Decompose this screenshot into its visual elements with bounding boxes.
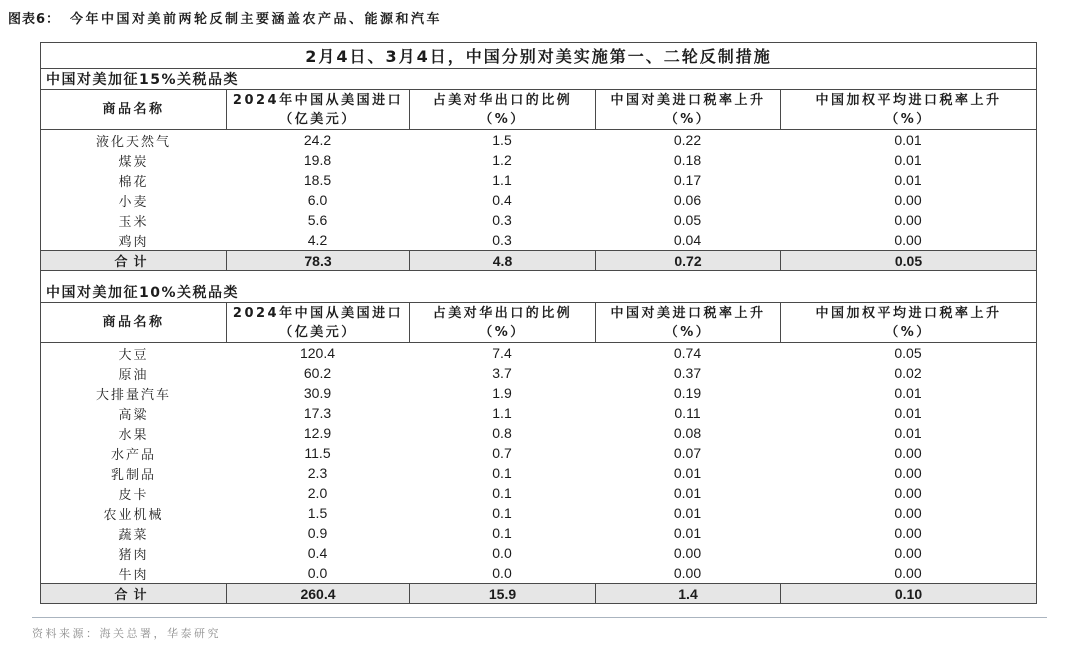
section-header: 中国对美加征15%关税品类 bbox=[41, 69, 1036, 90]
tariff-increase-cell: 0.01 bbox=[673, 525, 702, 541]
column-header-unit: （%） bbox=[885, 324, 932, 340]
column-header-weighted-tariff-increase bbox=[780, 303, 1036, 342]
column-header-weighted-tariff-increase bbox=[780, 90, 1036, 129]
weighted-tariff-increase-cell: 0.01 bbox=[894, 385, 922, 401]
item-name-cell: 大排量汽车 bbox=[95, 387, 171, 403]
import-value-cell: 19.8 bbox=[303, 152, 332, 168]
table-row bbox=[41, 210, 1036, 230]
column-header-unit: （%） bbox=[479, 111, 526, 127]
export-share-cell: 3.7 bbox=[492, 365, 512, 381]
column-header-item-name bbox=[41, 303, 226, 342]
import-value-cell: 17.3 bbox=[303, 405, 332, 421]
table-row bbox=[41, 343, 1036, 363]
table-row bbox=[41, 563, 1036, 583]
tariff-increase-cell: 1.4 bbox=[595, 584, 780, 603]
column-header-export-share bbox=[409, 90, 595, 129]
weighted-tariff-increase-cell: 0.00 bbox=[894, 445, 922, 461]
column-header-line: 商品名称 bbox=[102, 102, 165, 117]
column-header-line: 中国加权平均进口税率上升 bbox=[815, 305, 1002, 321]
import-value-cell: 24.2 bbox=[303, 132, 332, 148]
import-value-cell: 60.2 bbox=[303, 365, 332, 381]
column-header-export-share bbox=[409, 303, 595, 342]
export-share-cell: 0.4 bbox=[492, 192, 512, 208]
column-header-item-name bbox=[41, 90, 226, 129]
weighted-tariff-increase-cell: 0.00 bbox=[894, 465, 922, 481]
item-name-cell: 水果 bbox=[118, 427, 149, 443]
source-note: 资料来源：海关总署，华泰研究 bbox=[32, 627, 221, 640]
table-row bbox=[41, 403, 1036, 423]
export-share-cell: 1.9 bbox=[492, 385, 512, 401]
export-share-cell: 0.1 bbox=[492, 505, 512, 521]
weighted-tariff-increase-cell: 0.00 bbox=[894, 505, 922, 521]
item-name-cell: 玉米 bbox=[118, 214, 149, 230]
column-header-row bbox=[41, 303, 1036, 343]
tariff-increase-cell: 0.00 bbox=[673, 545, 702, 561]
item-name-cell: 高粱 bbox=[118, 407, 149, 423]
column-header-line: 占美对华出口的比例 bbox=[432, 92, 573, 108]
import-value-cell: 0.4 bbox=[307, 545, 328, 561]
tariff-increase-cell: 0.37 bbox=[673, 365, 702, 381]
import-value-cell: 0.9 bbox=[307, 525, 328, 541]
column-header-line: 中国加权平均进口税率上升 bbox=[815, 92, 1002, 108]
import-value-cell: 18.5 bbox=[303, 172, 332, 188]
column-header-unit: （%） bbox=[479, 324, 526, 340]
import-value-cell: 6.0 bbox=[307, 192, 328, 208]
export-share-cell: 1.5 bbox=[492, 132, 512, 148]
export-share-cell: 0.8 bbox=[492, 425, 512, 441]
tariff-increase-cell: 0.01 bbox=[673, 505, 702, 521]
import-value-cell: 5.6 bbox=[307, 212, 328, 228]
export-share-cell: 0.7 bbox=[492, 445, 512, 461]
export-share-cell: 0.3 bbox=[492, 212, 512, 228]
item-name-cell: 猪肉 bbox=[118, 547, 149, 563]
table-title: 2月4日、3月4日，中国分别对美实施第一、二轮反制措施 bbox=[41, 43, 1036, 69]
tariff-increase-cell: 0.01 bbox=[673, 465, 702, 481]
tariff-increase-cell: 0.05 bbox=[673, 212, 702, 228]
column-header-tariff-increase bbox=[595, 303, 780, 342]
item-name-cell: 鸡肉 bbox=[118, 234, 149, 250]
figure-label: 图表6： bbox=[8, 11, 61, 27]
tariff-increase-cell: 0.04 bbox=[673, 232, 702, 248]
weighted-tariff-increase-cell: 0.01 bbox=[894, 152, 922, 168]
tariff-increase-cell: 0.00 bbox=[673, 565, 702, 581]
tariff-increase-cell: 0.72 bbox=[595, 251, 780, 270]
table-row bbox=[41, 230, 1036, 250]
table-row bbox=[41, 190, 1036, 210]
table-row bbox=[41, 150, 1036, 170]
column-header-unit: （亿美元） bbox=[279, 111, 357, 127]
item-name-cell: 农业机械 bbox=[103, 507, 164, 523]
section-spacer bbox=[41, 271, 1036, 282]
table-row bbox=[41, 423, 1036, 443]
import-value-cell: 2.0 bbox=[307, 485, 328, 501]
table-row bbox=[41, 170, 1036, 190]
export-share-cell: 0.1 bbox=[492, 465, 512, 481]
export-share-cell: 0.0 bbox=[492, 565, 512, 581]
weighted-tariff-increase-cell: 0.00 bbox=[894, 485, 922, 501]
export-share-cell: 0.3 bbox=[492, 232, 512, 248]
section-2-body bbox=[41, 343, 1036, 603]
import-value-cell: 1.5 bbox=[307, 505, 328, 521]
weighted-tariff-increase-cell: 0.10 bbox=[780, 584, 1036, 603]
item-name-cell: 液化天然气 bbox=[95, 134, 171, 150]
export-share-cell: 0.1 bbox=[492, 525, 512, 541]
column-header-unit: （亿美元） bbox=[279, 324, 357, 340]
export-share-cell: 1.2 bbox=[492, 152, 512, 168]
import-value-cell: 0.0 bbox=[307, 565, 328, 581]
export-share-cell: 1.1 bbox=[492, 405, 512, 421]
weighted-tariff-increase-cell: 0.00 bbox=[894, 192, 922, 208]
column-header-line: 占美对华出口的比例 bbox=[432, 305, 573, 321]
total-row bbox=[41, 250, 1036, 271]
column-header-line: 中国对美进口税率上升 bbox=[610, 92, 766, 108]
column-header-line: 商品名称 bbox=[102, 315, 165, 330]
export-share-cell: 7.4 bbox=[492, 345, 512, 361]
weighted-tariff-increase-cell: 0.05 bbox=[894, 345, 922, 361]
column-header-import-value bbox=[226, 90, 409, 129]
column-header-tariff-increase bbox=[595, 90, 780, 129]
section-header: 中国对美加征10%关税品类 bbox=[41, 282, 1036, 303]
export-share-cell: 1.1 bbox=[492, 172, 512, 188]
weighted-tariff-increase-cell: 0.01 bbox=[894, 172, 922, 188]
weighted-tariff-increase-cell: 0.00 bbox=[894, 212, 922, 228]
tariff-increase-cell: 0.22 bbox=[673, 132, 702, 148]
table-row bbox=[41, 363, 1036, 383]
tariff-increase-cell: 0.19 bbox=[673, 385, 702, 401]
tariff-increase-cell: 0.11 bbox=[674, 405, 701, 421]
item-name-cell: 大豆 bbox=[118, 347, 149, 363]
weighted-tariff-increase-cell: 0.01 bbox=[894, 425, 922, 441]
tariff-increase-cell: 0.74 bbox=[673, 345, 702, 361]
import-value-cell: 4.2 bbox=[307, 232, 328, 248]
item-name-cell: 煤炭 bbox=[118, 154, 149, 170]
section-1-body bbox=[41, 130, 1036, 271]
weighted-tariff-increase-cell: 0.01 bbox=[894, 132, 922, 148]
export-share-cell: 15.9 bbox=[409, 584, 595, 603]
column-header-import-value bbox=[226, 303, 409, 342]
item-name-cell: 皮卡 bbox=[118, 487, 149, 503]
import-value-cell: 30.9 bbox=[303, 385, 332, 401]
export-share-cell: 4.8 bbox=[409, 251, 595, 270]
figure-title bbox=[8, 7, 442, 27]
weighted-tariff-increase-cell: 0.05 bbox=[780, 251, 1036, 270]
item-name-cell: 原油 bbox=[118, 367, 149, 383]
column-header-unit: （%） bbox=[885, 111, 932, 127]
column-header-line: 中国对美进口税率上升 bbox=[610, 305, 766, 321]
import-value-cell: 2.3 bbox=[307, 465, 328, 481]
column-header-line: 2024年中国从美国进口 bbox=[232, 92, 404, 108]
item-name-cell: 牛肉 bbox=[118, 567, 149, 583]
column-header-unit: （%） bbox=[664, 324, 712, 340]
table-row bbox=[41, 443, 1036, 463]
import-value-cell: 11.5 bbox=[304, 445, 331, 461]
weighted-tariff-increase-cell: 0.02 bbox=[894, 365, 922, 381]
item-name-cell: 水产品 bbox=[110, 447, 156, 463]
column-header-unit: （%） bbox=[664, 111, 712, 127]
footer-divider bbox=[32, 617, 1047, 618]
total-row bbox=[41, 583, 1036, 603]
weighted-tariff-increase-cell: 0.00 bbox=[894, 232, 922, 248]
tariff-increase-cell: 0.06 bbox=[673, 192, 702, 208]
weighted-tariff-increase-cell: 0.00 bbox=[894, 545, 922, 561]
import-value-cell: 78.3 bbox=[226, 251, 409, 270]
import-value-cell: 120.4 bbox=[299, 345, 336, 361]
data-table bbox=[40, 42, 1037, 604]
table-row bbox=[41, 463, 1036, 483]
tariff-increase-cell: 0.18 bbox=[673, 152, 702, 168]
tariff-increase-cell: 0.08 bbox=[673, 425, 702, 441]
export-share-cell: 0.0 bbox=[492, 545, 512, 561]
figure-title-text: 今年中国对美前两轮反制主要涵盖农产品、能源和汽车 bbox=[70, 11, 443, 27]
import-value-cell: 260.4 bbox=[226, 584, 409, 603]
import-value-cell: 12.9 bbox=[303, 425, 332, 441]
tariff-increase-cell: 0.17 bbox=[673, 172, 702, 188]
table-row bbox=[41, 523, 1036, 543]
item-name-cell: 棉花 bbox=[118, 174, 149, 190]
weighted-tariff-increase-cell: 0.00 bbox=[894, 525, 922, 541]
column-header-line: 2024年中国从美国进口 bbox=[232, 305, 404, 321]
export-share-cell: 0.1 bbox=[492, 485, 512, 501]
weighted-tariff-increase-cell: 0.00 bbox=[894, 565, 922, 581]
item-name-cell: 蔬菜 bbox=[118, 527, 149, 543]
item-name-cell: 合计 bbox=[114, 588, 153, 603]
table-row bbox=[41, 503, 1036, 523]
column-header-row bbox=[41, 90, 1036, 130]
tariff-increase-cell: 0.07 bbox=[673, 445, 702, 461]
item-name-cell: 小麦 bbox=[118, 194, 149, 210]
table-row bbox=[41, 130, 1036, 150]
item-name-cell: 合计 bbox=[114, 255, 153, 270]
item-name-cell: 乳制品 bbox=[110, 467, 156, 483]
tariff-increase-cell: 0.01 bbox=[673, 485, 702, 501]
table-row bbox=[41, 383, 1036, 403]
weighted-tariff-increase-cell: 0.01 bbox=[894, 405, 922, 421]
table-row bbox=[41, 543, 1036, 563]
table-row bbox=[41, 483, 1036, 503]
